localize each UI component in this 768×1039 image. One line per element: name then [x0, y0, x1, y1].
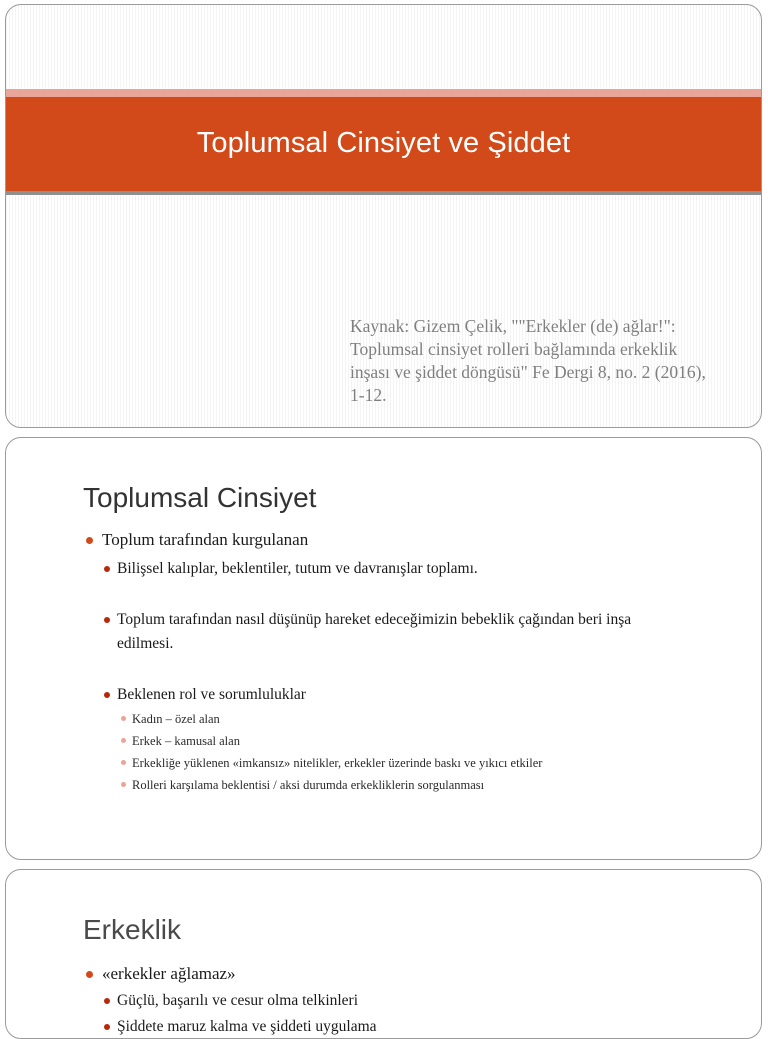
title-band [6, 97, 761, 191]
title-band-bottom-stripe [6, 191, 761, 195]
bullet-item: «erkekler ağlamaz» [84, 963, 724, 985]
presentation-title: Toplumsal Cinsiyet ve Şiddet [196, 126, 571, 159]
sub-bullet-text-line: edilmesi. [117, 635, 174, 652]
slide-title: Erkeklik [83, 914, 182, 945]
slide-title: Toplumsal Cinsiyet [83, 482, 317, 513]
source-line: Toplumsal cinsiyet rolleri bağlamında erkeklik [350, 339, 678, 359]
sub-bullet-list [101, 683, 721, 707]
source-line: inşası ve şiddet döngüsü" Fe Dergi 8, no. 2 (2016), [350, 362, 706, 382]
source-line: 1-12. [350, 385, 387, 405]
sub-bullet-item: Şiddete maruz kalma ve şiddeti uygulama [101, 1015, 721, 1039]
sub-bullet-text-line: Toplum tarafından nasıl düşünüp hareket edeceğimizin bebeklik çağından beri inşa [117, 611, 632, 628]
sub-bullet-item: Bilişsel kalıplar, beklentiler, tutum ve davranışlar toplamı. [101, 557, 721, 581]
sub-bullet-list [101, 608, 721, 656]
nested-bullet-list [119, 708, 719, 796]
title-slide[interactable] [5, 4, 762, 428]
bullet-item: Toplum tarafından kurgulanan [84, 529, 724, 551]
title-band-top-stripe [6, 89, 761, 97]
source-citation [350, 315, 730, 407]
sub-bullet-list [101, 989, 721, 1013]
bullet-list [84, 529, 724, 551]
nested-bullet-item: Erkekliğe yüklenen «imkansız» nitelikler, erkekler üzerinde baskı ve yıkıcı etkiler [119, 752, 719, 774]
sub-bullet-item [101, 608, 721, 656]
sub-bullet-item: Güçlü, başarılı ve cesur olma telkinleri [101, 989, 721, 1013]
bullet-list [84, 963, 724, 985]
source-line: Kaynak: Gizem Çelik, ""Erkekler (de) ağlar!": [350, 316, 676, 336]
sub-bullet-item: Beklenen rol ve sorumluluklar [101, 683, 721, 707]
sub-bullet-list [101, 1015, 721, 1039]
nested-bullet-item: Erkek – kamusal alan [119, 730, 719, 752]
nested-bullet-item: Kadın – özel alan [119, 708, 719, 730]
content-slide-gender[interactable] [5, 437, 762, 860]
content-slide-masculinity[interactable] [5, 869, 762, 1039]
nested-bullet-item: Rolleri karşılama beklentisi / aksi durumda erkekliklerin sorgulanması [119, 774, 719, 796]
sub-bullet-list [101, 557, 721, 581]
